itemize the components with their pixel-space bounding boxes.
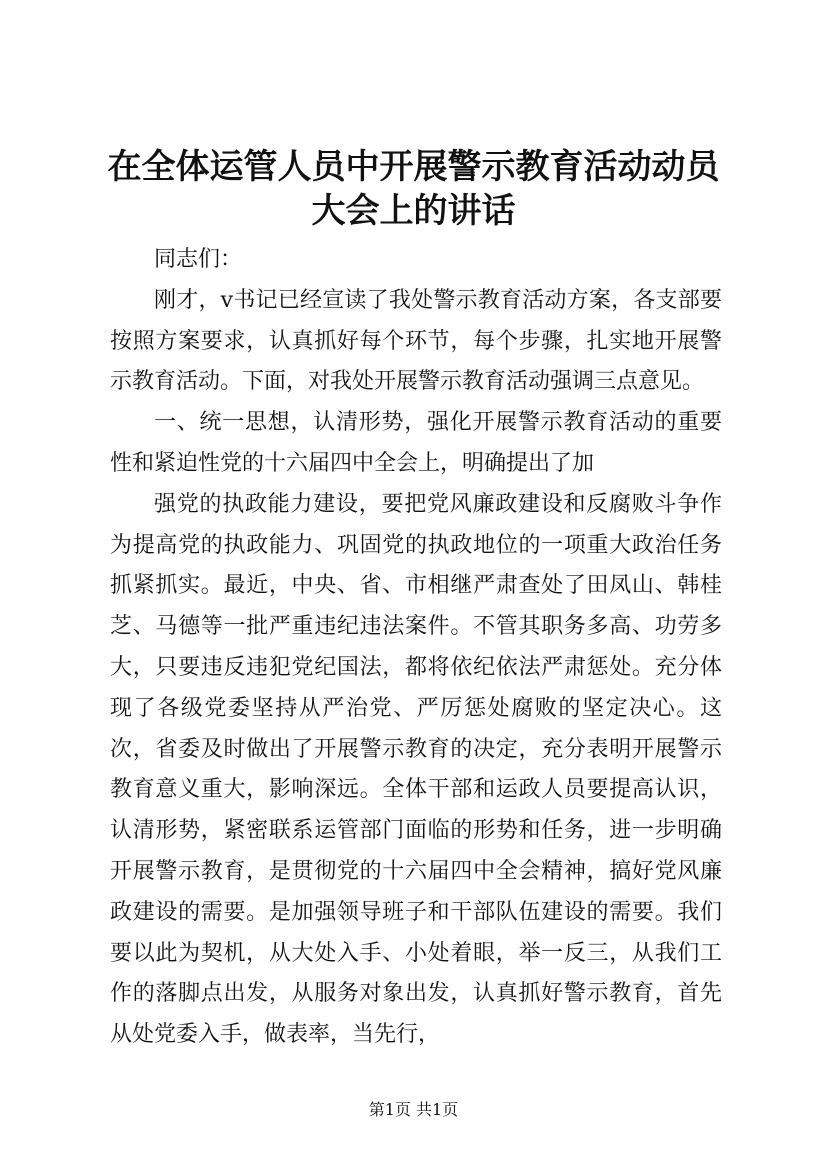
paragraph-intro: 刚才，v书记已经宣读了我处警示教育活动方案，各支部要按照方案要求，认真抓好每个环节，每个步骤，扎实地开展警示教育活动。下面，对我处开展警示教育活动强调三点意见。	[110, 287, 722, 395]
document-title: 在全体运管人员中开展警示教育活动动员大会上的讲话	[107, 147, 720, 231]
paragraph-section-one-heading: 一、统一思想，认清形势，强化开展警示教育活动的重要性和紧迫性党的十六届四中全会上，明确提出了加	[110, 410, 722, 476]
page-footer: 第1页 共1页	[368, 1100, 459, 1119]
paragraph-section-one-body: 强党的执政能力建设，要把党风廉政建设和反腐败斗争作为提高党的执政能力、巩固党的执政地位的一项重大政治任务抓紧抓实。最近，中央、省、市相继严肃查处了田凤山、韩桂芝、马德等一批严重违纪违法案件。不管其职务多高、功劳多大，只要违反违犯党纪国法，都将依纪依法严肃惩处。充分体现了各级党委坚持从严治党、严厉惩处腐败的坚定决心。这次，省委及时做出了开展警示教育的决定，充分表明开展警示教育意义重大，影响深远。全体干部和运政人员要提高认识，认清形势，紧密联系运管部门面临的形势和任务，进一步明确开展警示教育，是贯彻党的十六届四中全会精神，搞好党风廉政建设的需要。是加强领导班子和干部队伍建设的需要。我们要以此为契机，从大处入手、小处着眼，举一反三，从我们工作的落脚点出发，从服务对象出发，认真抓好警示教育，首先从处党委入手，做表率，当先行，	[110, 491, 722, 1048]
paragraph-salutation: 同志们：	[154, 247, 243, 272]
document-body	[110, 240, 722, 1056]
